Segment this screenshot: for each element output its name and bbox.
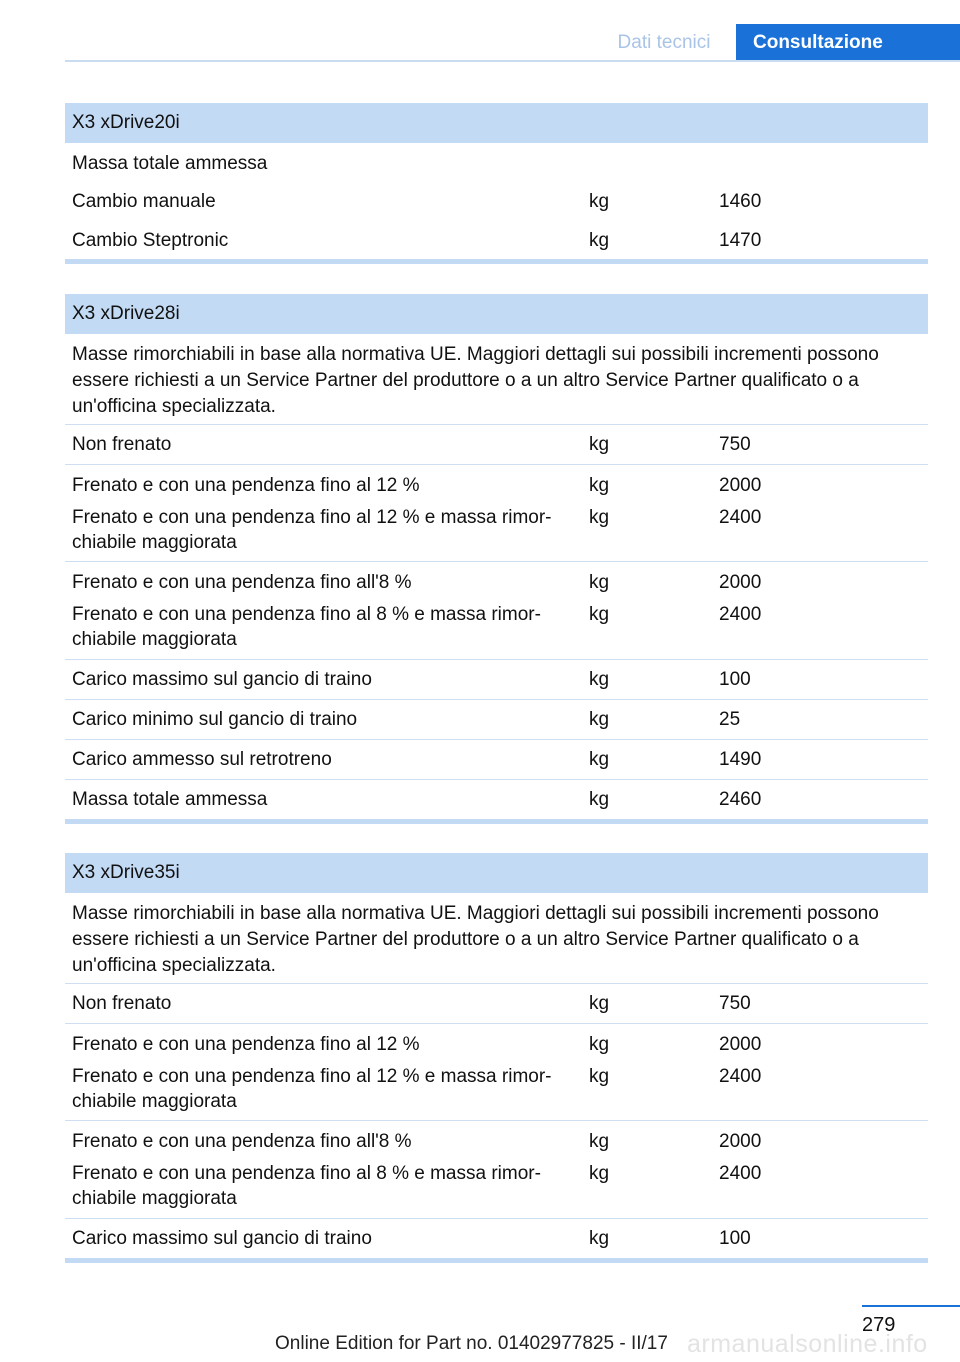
spec-table-xdrive20i: [65, 103, 928, 264]
row-label: Frenato e con una pendenza fino al 12 % e massa rimor-chiabile maggiorata: [72, 507, 552, 553]
table-note: Masse rimorchiabili in base alla normativa UE. Maggiori dettagli sui possibili incrementi possono essere richiesti a un Service Partner del produttore o a un altro Service Partner qualificato o a un'officina specializzata.: [72, 903, 879, 976]
table-note: Masse rimorchiabili in base alla normativa UE. Maggiori dettagli sui possibili incrementi possono essere richiesti a un Service Partner del produttore o a un altro Service Partner qualificato o a un'officina specializzata.: [72, 344, 879, 417]
row-unit: kg: [589, 789, 610, 810]
row-unit: kg: [589, 191, 610, 212]
table-row: [65, 1218, 928, 1258]
table-row: [65, 983, 928, 1023]
row-label: Cambio Steptronic: [72, 230, 229, 251]
row-label: Carico massimo sul gancio di traino: [72, 669, 372, 690]
row-value: 2460: [719, 789, 762, 810]
row-label: Frenato e con una pendenza fino al 8 % e massa rimor-chiabile maggiorata: [72, 1163, 541, 1209]
table-row: [65, 221, 928, 259]
row-label: Non frenato: [72, 434, 172, 455]
row-label: Carico massimo sul gancio di traino: [72, 1228, 372, 1249]
row-label: Frenato e con una pendenza fino al 12 % e massa rimor-chiabile maggiorata: [72, 1066, 552, 1112]
row-unit: kg: [589, 1163, 610, 1184]
row-value: 2400: [719, 1163, 762, 1184]
watermark: armanualsonline.info: [687, 1330, 928, 1358]
row-unit: kg: [589, 1066, 610, 1087]
spec-table-xdrive28i: [65, 294, 928, 824]
table-row: [65, 143, 928, 182]
row-unit: kg: [589, 604, 610, 625]
table-title: X3 xDrive35i: [65, 853, 928, 893]
table-row: [65, 424, 928, 464]
table-row-group: [65, 1120, 928, 1218]
row-value: 2000: [719, 572, 762, 593]
spec-table-xdrive35i: [65, 853, 928, 1263]
row-value: 2000: [719, 475, 762, 496]
row-unit: kg: [589, 993, 610, 1014]
row-label: Carico ammesso sul retrotreno: [72, 749, 332, 770]
row-unit: kg: [589, 230, 610, 251]
section-tab[interactable]: Dati tecnici: [617, 32, 711, 53]
row-value: 750: [719, 993, 751, 1014]
row-label: Massa totale ammessa: [72, 153, 268, 174]
row-unit: kg: [589, 507, 610, 528]
row-unit: kg: [589, 669, 610, 690]
table-bottom-rule: [65, 819, 928, 824]
row-label: Massa totale ammessa: [72, 789, 268, 810]
row-unit: kg: [589, 572, 610, 593]
row-label: Non frenato: [72, 993, 172, 1014]
row-unit: kg: [589, 1131, 610, 1152]
header-divider: [65, 60, 960, 62]
page-number: 279: [862, 1314, 896, 1336]
row-value: 1490: [719, 749, 762, 770]
table-row: [65, 182, 928, 221]
row-label: Frenato e con una pendenza fino al 12 %: [72, 475, 420, 496]
table-title: X3 xDrive20i: [65, 103, 928, 143]
row-value: 100: [719, 1228, 751, 1249]
row-unit: kg: [589, 709, 610, 730]
row-unit: kg: [589, 475, 610, 496]
row-label: Frenato e con una pendenza fino al 12 %: [72, 1034, 420, 1055]
table-row: [65, 699, 928, 739]
table-bottom-rule: [65, 1258, 928, 1263]
row-label: Frenato e con una pendenza fino al 8 % e massa rimor-chiabile maggiorata: [72, 604, 541, 650]
table-row: [65, 739, 928, 779]
row-unit: kg: [589, 434, 610, 455]
table-title: X3 xDrive28i: [65, 294, 928, 334]
row-unit: kg: [589, 749, 610, 770]
row-value: 2400: [719, 604, 762, 625]
row-unit: kg: [589, 1034, 610, 1055]
row-value: 100: [719, 669, 751, 690]
table-row-group: [65, 464, 928, 561]
row-value: 1470: [719, 230, 762, 251]
table-bottom-rule: [65, 259, 928, 264]
row-label: Frenato e con una pendenza fino all'8 %: [72, 1131, 412, 1152]
row-value: 2400: [719, 1066, 762, 1087]
chapter-tab[interactable]: Consultazione: [736, 24, 960, 62]
row-value: 2400: [719, 507, 762, 528]
edition-footer: Online Edition for Part no. 01402977825 - II/17: [275, 1333, 668, 1354]
row-label: Carico minimo sul gancio di traino: [72, 709, 358, 730]
table-row-group: [65, 1023, 928, 1120]
row-value: 2000: [719, 1034, 762, 1055]
row-value: 2000: [719, 1131, 762, 1152]
row-value: 25: [719, 709, 741, 730]
page-number-rule: [862, 1305, 960, 1307]
row-value: 1460: [719, 191, 762, 212]
row-value: 750: [719, 434, 751, 455]
table-row-group: [65, 561, 928, 659]
row-label: Frenato e con una pendenza fino all'8 %: [72, 572, 412, 593]
table-row: [65, 659, 928, 699]
row-unit: kg: [589, 1228, 610, 1249]
table-row: [65, 779, 928, 819]
row-label: Cambio manuale: [72, 191, 216, 212]
